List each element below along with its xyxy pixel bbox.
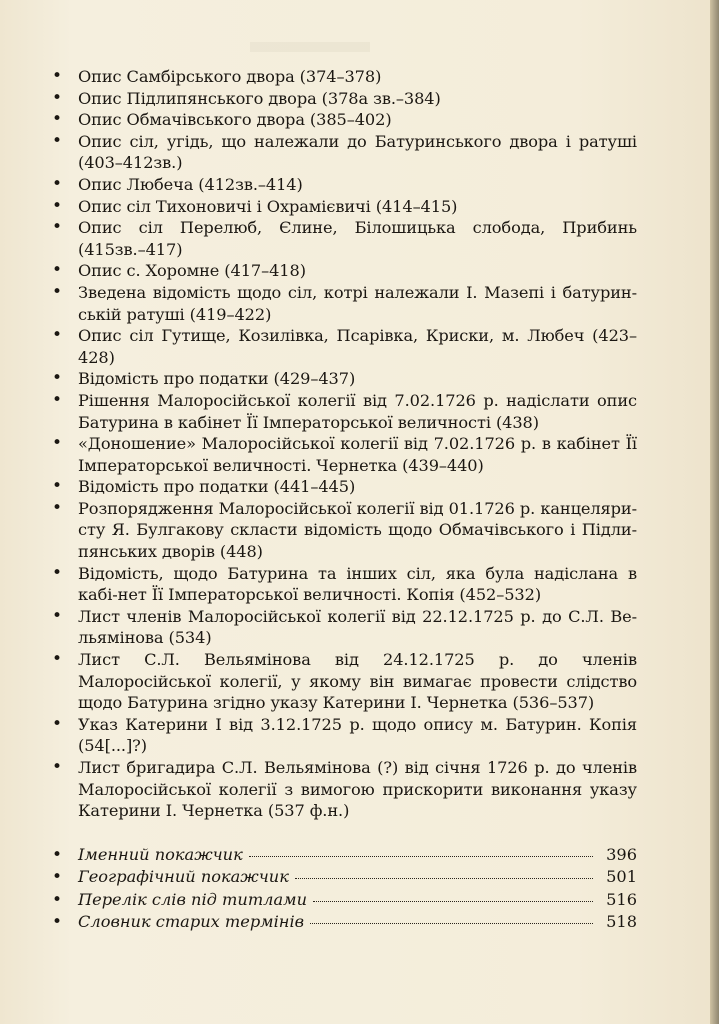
section-spacer xyxy=(52,822,637,844)
dot-leader xyxy=(313,900,593,902)
faded-running-header xyxy=(250,42,370,52)
table-of-contents xyxy=(52,66,637,933)
list-item: • Указ Катерини І від 3.12.1725 р. щодо опису м. Батурин. Копія (54[...]?) xyxy=(52,714,637,757)
list-item: • Зведена відомість щодо сіл, котрі належали І. Мазепі і батурин-ській ратуші (419–422) xyxy=(52,282,637,325)
contents-list xyxy=(52,66,637,822)
list-item: • Опис Самбірського двора (374–378) xyxy=(52,66,637,88)
dot-leader xyxy=(295,877,593,879)
index-entry-geography xyxy=(52,866,637,888)
list-item: • Відомість про податки (441–445) xyxy=(52,476,637,498)
dot-leader xyxy=(249,855,593,857)
index-entry-page: 516 xyxy=(606,889,637,909)
index-entry-label: • Географічний покажчик xyxy=(78,867,289,887)
index-entry-page: 518 xyxy=(606,912,637,931)
list-item: • Лист членів Малоросійської колегії від 22.12.1725 р. до С.Л. Ве-льямінова (534) xyxy=(52,606,637,649)
index-entry-label: • Іменний покажчик xyxy=(78,844,243,864)
list-item: • Розпорядження Малоросійської колегії від 01.1726 р. канцеляри-сту Я. Булгакову скласти відомість щодо Обмачівського і Підли-пянських дворів (448) xyxy=(52,498,637,563)
list-item: • Лист бригадира С.Л. Вельямінова (?) від січня 1726 р. до членів Малоросійської колегії з вимогою прискорити виконання указу Катерини І. Чернетка (537 ф.н.) xyxy=(52,757,637,822)
page-spine-shadow xyxy=(710,0,719,1024)
index-entry-label: • Перелік слів під титлами xyxy=(78,889,307,909)
list-item: • Опис Любеча (412зв.–414) xyxy=(52,174,637,196)
index-list xyxy=(52,844,637,934)
index-entry-titlo-words xyxy=(52,889,637,911)
list-item: • Опис сіл Тихоновичі і Охрамієвичі (414–415) xyxy=(52,196,637,218)
list-item: • Відомість, щодо Батурина та інших сіл, яка була надіслана в кабі-нет Її Імператорської величності. Копія (452–532) xyxy=(52,563,637,606)
list-item: • Опис Підлипянського двора (378а зв.–384) xyxy=(52,88,637,110)
list-item: • Опис Обмачівського двора (385–402) xyxy=(52,109,637,131)
list-item: • Лист С.Л. Вельямінова від 24.12.1725 р. до членів Малоросійської колегії, у якому він вимагає провести слідство щодо Батурина згідно указу Катерини І. Чернетка (536–537) xyxy=(52,649,637,714)
index-entry-label: • Словник старих термінів xyxy=(78,912,305,931)
list-item: • Опис сіл Гутище, Козилівка, Псарівка, Криски, м. Любеч (423–428) xyxy=(52,325,637,368)
list-item: • «Доношение» Малоросійської колегії від 7.02.1726 р. в кабінет Її Імператорської величності. Чернетка (439–440) xyxy=(52,433,637,476)
index-entry-glossary xyxy=(52,911,637,933)
list-item: • Рішення Малоросійської колегії від 7.02.1726 р. надіслати опис Батурина в кабінет Її Імператорської величності (438) xyxy=(52,390,637,433)
list-item: • Опис сіл, угідь, що належали до Батуринського двора і ратуші (403–412зв.) xyxy=(52,131,637,174)
list-item: • Опис с. Хоромне (417–418) xyxy=(52,260,637,282)
index-entry-names xyxy=(52,844,637,866)
dot-leader xyxy=(310,922,593,924)
index-entry-page: 501 xyxy=(606,867,637,887)
index-entry-page: 396 xyxy=(606,844,637,864)
list-item: • Відомість про податки (429–437) xyxy=(52,368,637,390)
list-item: • Опис сіл Перелюб, Єлине, Білошицька слобода, Прибинь (415зв.–417) xyxy=(52,217,637,260)
